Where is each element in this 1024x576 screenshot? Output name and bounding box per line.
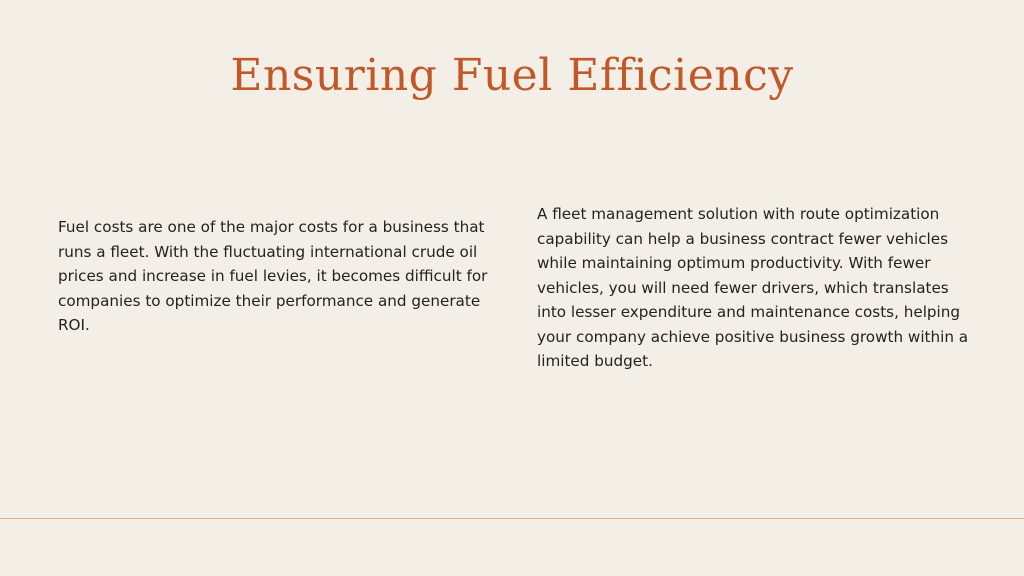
left-paragraph: Fuel costs are one of the major costs for a business that runs a fleet. With the fluctuating international crude oil prices and increase in fuel levies, it becomes difficult for companies to optimize their performance and generate ROI. [58,218,488,334]
right-paragraph: A fleet management solution with route optimization capability can help a business contract fewer vehicles while maintaining optimum productivity. With fewer vehicles, you will need fewer drivers, which translates into lesser expenditure and maintenance costs, helping your company achieve positive business growth within a limited budget. [537,205,969,370]
bottom-divider [0,518,1024,519]
slide-title: Ensuring Fuel Efficiency [230,50,794,101]
